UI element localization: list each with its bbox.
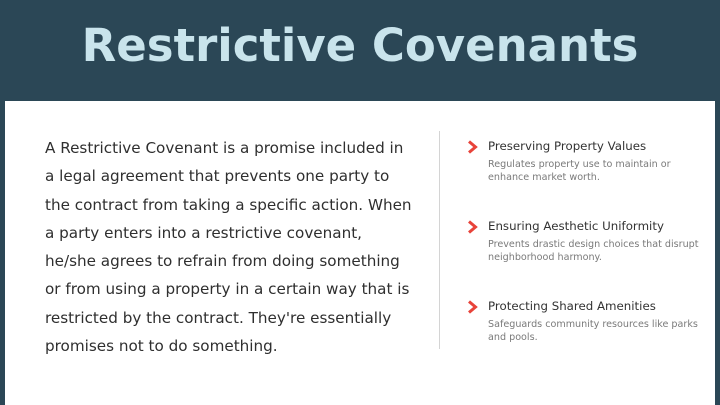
page-title: Restrictive Covenants (81, 19, 639, 72)
chevron-right-icon (467, 220, 479, 234)
vertical-divider (439, 131, 440, 349)
chevron-right-icon (467, 140, 479, 154)
benefit-description: Regulates property use to maintain or enhance market worth. (488, 159, 671, 183)
benefit-title: Preserving Property Values (488, 139, 647, 153)
benefit-description: Safeguards community resources like parks and pools. (488, 319, 698, 343)
definition-paragraph: A Restrictive Covenant is a promise included in a legal agreement that prevents one party to the contract from taking a specific action. When a party enters into a restrictive covenant, he/she agrees to refrain from doing something or from using a property in a certain way that is restricted by the contract. They're essentially promises not to do something. (45, 139, 412, 356)
benefit-title: Ensuring Aesthetic Uniformity (488, 219, 664, 233)
content-card (5, 101, 715, 405)
benefit-title: Protecting Shared Amenities (488, 299, 656, 313)
chevron-right-icon (467, 300, 479, 314)
benefit-description: Prevents drastic design choices that disrupt neighborhood harmony. (488, 239, 699, 263)
